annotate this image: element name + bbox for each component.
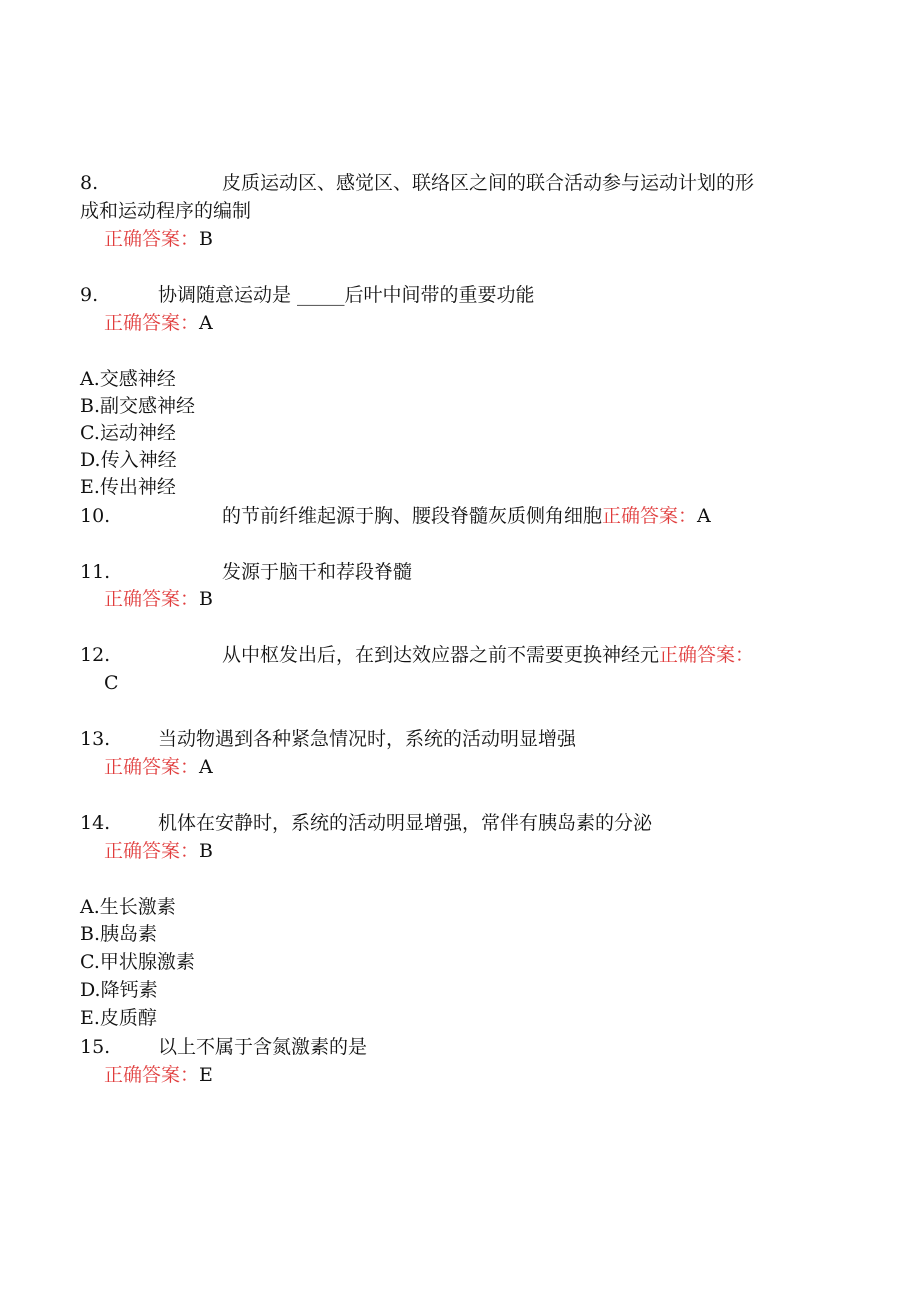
answer-value: B [199,840,213,862]
answer-value: B [199,588,213,610]
question-9 [80,283,535,307]
question-text: 当动物遇到各种紧急情况时，系统的活动明显增强 [158,728,577,750]
question-15 [80,1035,367,1059]
option-b: B.副交感神经 [80,395,196,417]
question-text: 协调随意运动是 _____后叶中间带的重要功能 [158,284,535,306]
question-8 [80,171,754,195]
question-14 [80,811,652,835]
question-number: 15. [80,1036,111,1058]
answer-label: 正确答案： [602,505,698,527]
question-10 [80,504,711,528]
question-8-continued [80,199,251,223]
option-d: D.降钙素 [80,979,158,1001]
answer-label: 正确答案： [104,1064,200,1086]
answer-13 [104,755,213,779]
option-b: B.胰岛素 [80,923,158,945]
answer-value: C [104,672,119,694]
question-number: 10. [80,505,111,527]
answer-value: B [199,228,213,250]
question-text: 发源于脑干和荐段脊髓 [222,561,413,583]
option-c: C.运动神经 [80,422,176,444]
option-c: C.甲状腺激素 [80,951,195,973]
option-e: E.皮质醇 [80,1007,157,1029]
answer-label: 正确答案： [104,228,200,250]
answer-value: A [199,312,213,334]
answer-value: E [199,1064,213,1086]
question-13 [80,727,576,751]
question-12 [80,643,754,667]
answer-label: 正确答案： [659,644,755,666]
question-number: 9. [80,284,99,306]
question-11 [80,560,412,584]
answer-14 [104,839,213,863]
answer-label: 正确答案： [104,588,200,610]
option-d: D.传入神经 [80,449,177,471]
answer-8 [104,227,213,251]
question-number: 8. [80,172,99,194]
option-a: A.交感神经 [80,368,176,390]
question-number: 14. [80,812,111,834]
answer-15 [104,1063,213,1087]
answer-12 [104,671,119,695]
question-text: 成和运动程序的编制 [80,200,252,222]
answer-label: 正确答案： [104,756,200,778]
option-a: A.生长激素 [80,896,176,918]
answer-11 [104,587,213,611]
answer-label: 正确答案： [104,312,200,334]
question-text: 从中枢发出后，在到达效应器之前不需要更换神经元 [222,644,660,666]
question-number: 12. [80,644,111,666]
question-text: 皮质运动区、感觉区、联络区之间的联合活动参与运动计划的形 [222,172,755,194]
question-text: 以上不属于含氮激素的是 [158,1036,368,1058]
question-number: 13. [80,728,111,750]
answer-9 [104,311,213,335]
answer-value: A [697,505,711,527]
option-e: E.传出神经 [80,476,176,498]
question-text: 的节前纤维起源于胸、腰段脊髓灰质侧角细胞 [222,505,603,527]
question-number: 11. [80,561,111,583]
question-text: 机体在安静时，系统的活动明显增强，常伴有胰岛素的分泌 [158,812,653,834]
answer-value: A [199,756,213,778]
answer-label: 正确答案： [104,840,200,862]
